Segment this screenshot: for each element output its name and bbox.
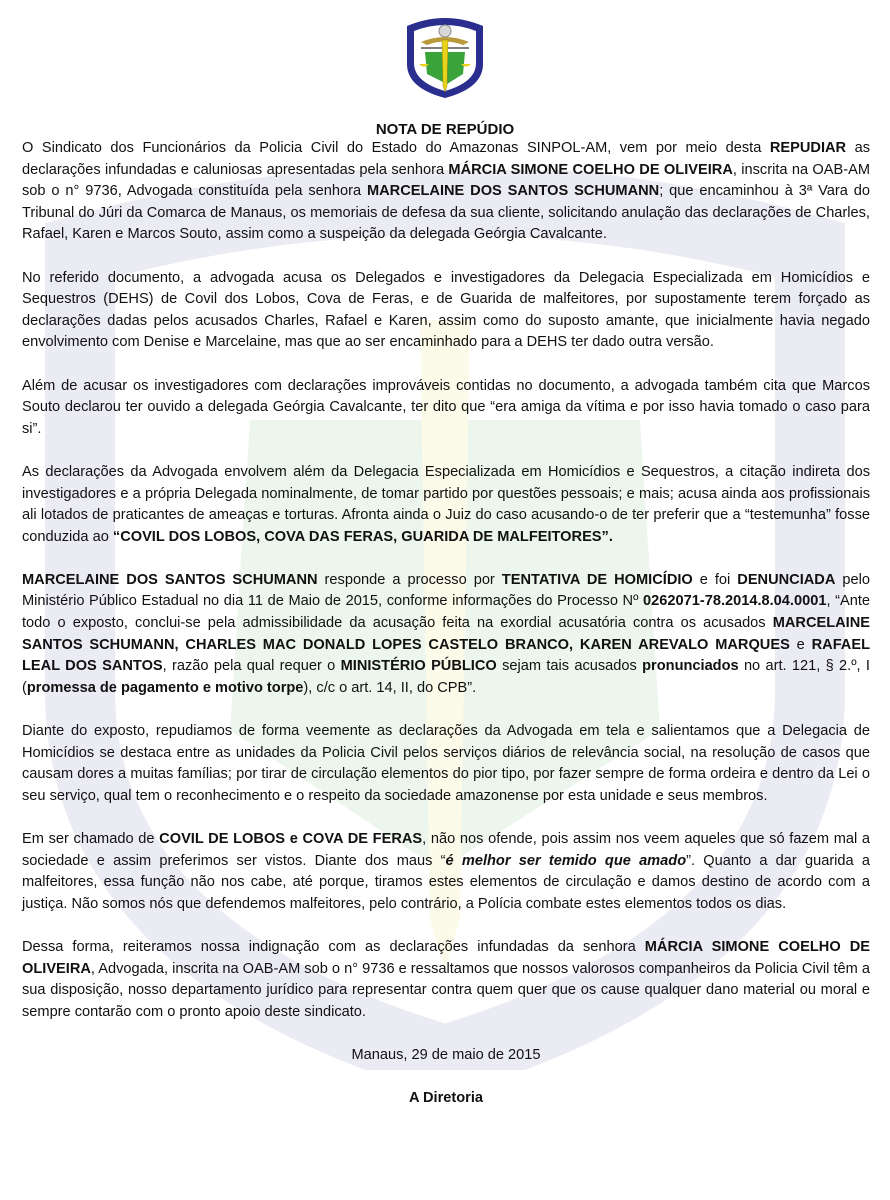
- bold-text-run: MARCELAINE DOS SANTOS SCHUMANN: [22, 571, 318, 588]
- text-run: responde a processo por: [317, 571, 502, 588]
- text-run: Diante do exposto, repudiamos de forma veemente as declarações da Advogada em tela e salientamos que a Delegacia de Homicídios se destaca entre as unidades da Policia Civil pelos serviços diários de relevância social, na resolução de casos que causam dores a muitas famílias; por tirar de circulação elementos do pior tipo, por fazer sempre de forma ordeira e dentro da Lei o seu serviço, qual tem o reconhecimento e o respeito da sociedade amazonense por esta unidade e seus membros.: [22, 723, 870, 804]
- bold-text-run: MÁRCIA SIMONE COELHO DE OLIVEIRA: [22, 938, 871, 977]
- text-run: Em ser chamado de: [22, 831, 160, 847]
- text-run: , razão pela qual requer o: [162, 658, 341, 675]
- text-run: O Sindicato dos Funcionários da Policia Civil do Estado do Amazonas SINPOL-AM, vem por meio desta: [22, 140, 770, 156]
- bold-text-run: REPUDIAR: [769, 140, 847, 156]
- text-run: , Advogada, inscrita na OAB-AM sob o n° 9736 e ressaltamos que nossos valorosos companheiros da Policia Civil têm a sua disposição, nosso departamento jurídico para representar contra quem quer que os cause qualquer dano material ou moral e sempre contarão com o pronto apoio deste sindicato.: [22, 960, 870, 1020]
- sinpol-logo: [403, 12, 487, 100]
- paragraph: [22, 937, 870, 1023]
- text-run: Dessa forma, reiteramos nossa indignação com as declarações infundadas da senhora: [22, 938, 645, 955]
- paragraph: [22, 138, 870, 246]
- document-title: NOTA DE REPÚDIO: [375, 121, 515, 138]
- bold-text-run: MARCELAINE SANTOS SCHUMANN, CHARLES MAC DONALD LOPES CASTELO BRANCO, KAREN AREVALO MARQUES: [22, 615, 870, 653]
- text-run: Além de acusar os investigadores com declarações improváveis contidas no documento, a advogada também cita que Marcos Souto declarou ter ouvido a delegada Geórgia Cavalcante, ter dito que “era amiga da vítima e por isso havia tomado o caso para si”.: [22, 377, 870, 437]
- paragraph: [22, 268, 870, 354]
- text-run: , inscrita na OAB-AM sob o n° 9736, Advogada constituída pela senhora: [22, 161, 870, 200]
- bold-text-run: MARCELAINE DOS SANTOS SCHUMANN: [366, 183, 660, 200]
- text-run: e foi: [692, 571, 738, 588]
- bold-text-run: MÁRCIA SIMONE COELHO DE OLIVEIRA: [448, 161, 733, 178]
- paragraph: [22, 462, 870, 548]
- text-run: no art. 121, § 2.º, I (: [22, 658, 870, 696]
- text-run: sejam tais acusados: [496, 658, 643, 675]
- paragraph: [22, 376, 870, 441]
- bold-text-run: MINISTÉRIO PÚBLICO: [340, 658, 497, 675]
- bold-text-run: COVIL DE LOBOS e COVA DE FERAS: [159, 831, 423, 847]
- signature: A Diretoria: [408, 1090, 484, 1107]
- bold-text-run: “COVIL DOS LOBOS, COVA DAS FERAS, GUARIDA DE MALFEITORES”.: [112, 528, 613, 545]
- text-run: , “Ante todo o exposto, conclui-se pela admissibilidade da acusação feita na exordial acusatória contra os acusados: [22, 593, 870, 632]
- bold-text-run: pronunciados: [642, 658, 739, 675]
- text-run: No referido documento, a advogada acusa os Delegados e investigadores da Delegacia Especializada em Homicídios e Sequestros (DEHS) de Covil dos Lobos, Cova de Feras, e de Guarida de malfeitores, por supostamente terem forçado as declarações dadas pelos acusados Charles, Rafael e Karen, assim como do suposto amante, que inicialmente havia negado envolvimento com Denise e Marcelaine, mas que ao ser encaminhado para a DEHS ter dado outra versão.: [22, 269, 870, 351]
- text-run: ), c/c o art. 14, II, do CPB”.: [303, 679, 477, 696]
- paragraph: [22, 829, 870, 915]
- text-run: as declarações infundadas e caluniosas apresentadas pela senhora: [22, 140, 871, 178]
- bold-text-run: é melhor ser temido que amado: [445, 852, 687, 869]
- text-run: pelo Ministério Público Estadual no dia 11 de Maio de 2015, conforme informações do Processo Nº: [22, 571, 870, 610]
- text-run: e: [789, 636, 812, 653]
- text-run: ”. Quanto a dar guarida a malfeitores, essa função não nos cabe, até porque, tiramos estes elementos de circulação e damos destino de acordo com a justiça. Não somos nós que defendemos malfeitores, pelo contrário, a Polícia combate estes elementos todos os dias.: [22, 852, 870, 912]
- document-body: [22, 138, 870, 1131]
- text-run: ; que encaminhou à 3ª Vara do Tribunal do Júri da Comarca de Manaus, os memoriais de defesa da sua cliente, solicitando anulação das declarações de Charles, Rafael, Karen e Marcos Souto, assim como a suspeição da delegada Geórgia Cavalcante.: [22, 183, 871, 243]
- paragraph: [22, 721, 870, 807]
- text-run: , não nos ofende, pois assim nos veem aqueles que só fazem mal a sociedade e assim preferimos ser vistos. Diante dos maus “: [22, 831, 871, 869]
- date-line: Manaus, 29 de maio de 2015: [351, 1046, 541, 1063]
- bold-text-run: 0262071-78.2014.8.04.0001: [643, 593, 827, 610]
- bold-text-run: DENUNCIADA: [737, 571, 836, 588]
- text-run: As declarações da Advogada envolvem além da Delegacia Especializada em Homicídios e Sequestros, a citação indireta dos investigadores e a própria Delegada nominalmente, de tomar partido por questões pessoais; e mais; acusa ainda aos profissionais ali lotados de praticantes de ameaças e torturas. Afronta ainda o Juiz do caso acusando-o de ter preferir que a “testemunha” fosse conduzida ao: [22, 463, 870, 545]
- bold-text-run: RAFAEL LEAL DOS SANTOS: [22, 636, 870, 675]
- paragraph: [22, 570, 870, 700]
- bold-text-run: TENTATIVA DE HOMICÍDIO: [501, 571, 693, 588]
- bold-text-run: promessa de pagamento e motivo torpe: [26, 679, 304, 696]
